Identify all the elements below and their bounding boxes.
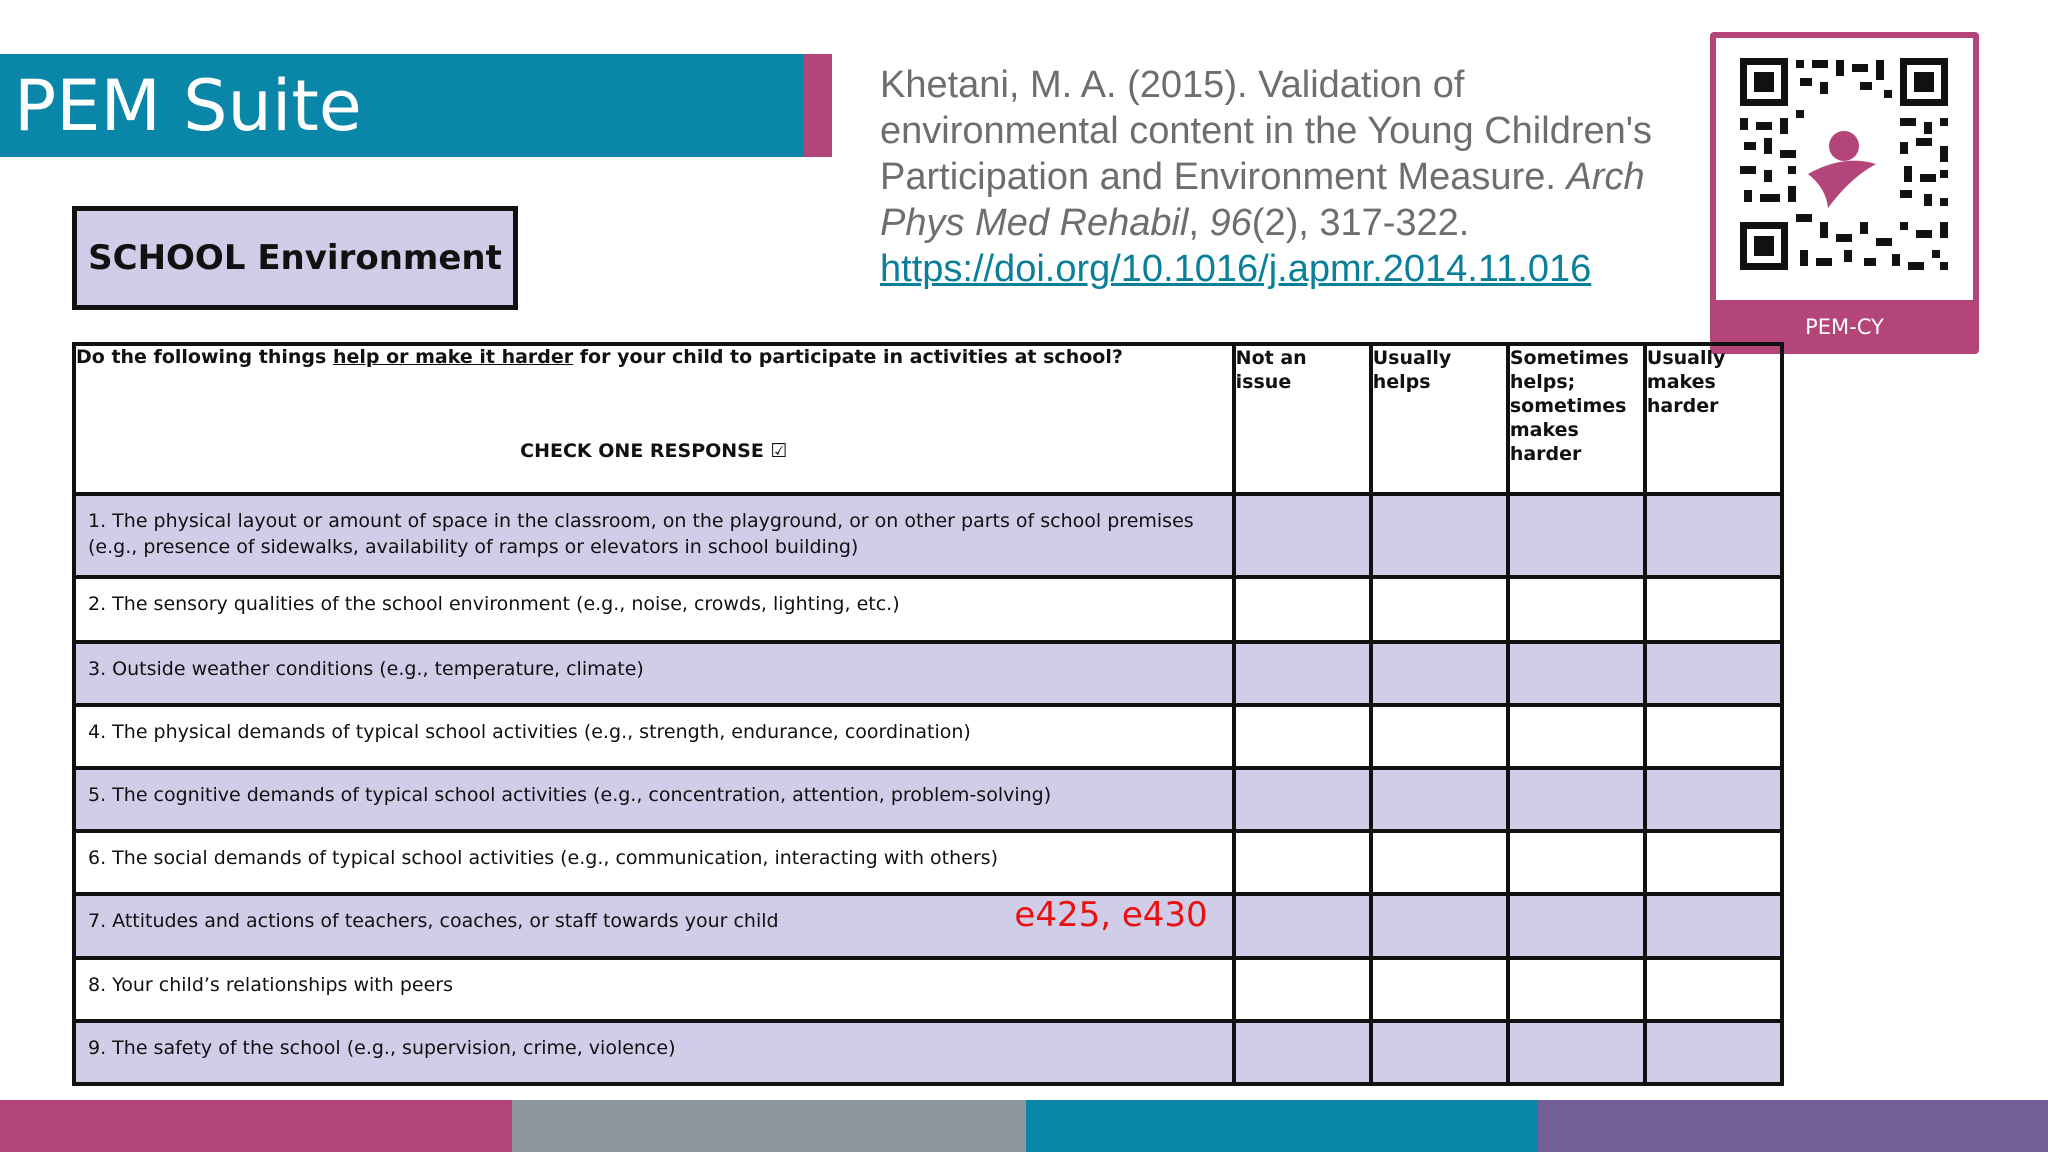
citation-comma: , xyxy=(1188,202,1210,244)
item-text: 7. Attitudes and actions of teachers, coaches, or staff towards your child xyxy=(88,910,779,933)
column-header-sometimes: Sometimes helps; sometimes makes harder xyxy=(1508,344,1645,494)
section-label-box xyxy=(72,206,518,310)
response-cell[interactable] xyxy=(1234,642,1371,705)
column-header-usually-helps: Usually helps xyxy=(1371,344,1508,494)
table-row xyxy=(74,958,1782,1021)
column-header-not-an-issue: Not an issue xyxy=(1234,344,1371,494)
response-cell[interactable] xyxy=(1371,831,1508,894)
response-cell[interactable] xyxy=(1371,705,1508,768)
response-cell[interactable] xyxy=(1645,958,1782,1021)
table-row xyxy=(74,831,1782,894)
doi-link[interactable]: https://doi.org/10.1016/j.apmr.2014.11.016 xyxy=(880,248,1592,290)
table-header-row xyxy=(74,344,1782,494)
item-text: 5. The cognitive demands of typical school activities (e.g., concentration, attention, problem-solving) xyxy=(74,768,1234,831)
column-header-usually-harder: Usually makes harder xyxy=(1645,344,1782,494)
response-cell[interactable] xyxy=(1645,642,1782,705)
page-title: PEM Suite xyxy=(14,65,362,147)
response-cell[interactable] xyxy=(1234,894,1371,957)
qr-label: PEM-CY xyxy=(1805,315,1884,339)
citation-journal: Arch Phys Med Rehabil xyxy=(880,156,1645,244)
section-label: SCHOOL Environment xyxy=(88,238,502,278)
response-cell[interactable] xyxy=(1508,768,1645,831)
item-text: 1. The physical layout or amount of space in the classroom, on the playground, or on other parts of school premises (e.g., presence of sidewalks, availability of ramps or elevators in school building) xyxy=(74,494,1234,576)
item-text: 2. The sensory qualities of the school environment (e.g., noise, crowds, lighting, etc.) xyxy=(74,577,1234,642)
response-cell[interactable] xyxy=(1508,894,1645,957)
item-text: 8. Your child’s relationships with peers xyxy=(74,958,1234,1021)
response-cell[interactable] xyxy=(1234,958,1371,1021)
response-cell[interactable] xyxy=(1234,831,1371,894)
footer-stripe-gray xyxy=(512,1100,1026,1152)
response-cell[interactable] xyxy=(1371,894,1508,957)
response-cell[interactable] xyxy=(1234,494,1371,576)
item-cell xyxy=(74,894,1234,957)
response-cell[interactable] xyxy=(1508,1021,1645,1084)
footer-stripe-teal xyxy=(1026,1100,1538,1152)
response-cell[interactable] xyxy=(1371,1021,1508,1084)
response-cell[interactable] xyxy=(1645,894,1782,957)
table-row xyxy=(74,577,1782,642)
response-cell[interactable] xyxy=(1371,577,1508,642)
response-cell[interactable] xyxy=(1645,1021,1782,1084)
question-header xyxy=(74,344,1234,494)
response-cell[interactable] xyxy=(1234,577,1371,642)
citation-volume: 96 xyxy=(1209,202,1252,244)
response-cell[interactable] xyxy=(1371,642,1508,705)
response-cell[interactable] xyxy=(1371,768,1508,831)
response-cell[interactable] xyxy=(1371,494,1508,576)
response-cell[interactable] xyxy=(1371,958,1508,1021)
response-cell[interactable] xyxy=(1234,705,1371,768)
question-underlined: help or make it harder xyxy=(332,346,574,368)
qr-card[interactable] xyxy=(1710,32,1979,354)
icf-code-annotation: e425, e430 xyxy=(1014,895,1208,936)
response-cell[interactable] xyxy=(1645,831,1782,894)
item-text: 9. The safety of the school (e.g., supervision, crime, violence) xyxy=(74,1021,1234,1084)
response-cell[interactable] xyxy=(1234,1021,1371,1084)
citation-pages: (2), 317-322. xyxy=(1251,202,1470,244)
question-text-end: for your child to participate in activities at school? xyxy=(573,346,1123,368)
footer-stripe-magenta xyxy=(0,1100,512,1152)
response-cell[interactable] xyxy=(1645,768,1782,831)
table-row xyxy=(74,642,1782,705)
item-text: 3. Outside weather conditions (e.g., temperature, climate) xyxy=(74,642,1234,705)
response-cell[interactable] xyxy=(1645,577,1782,642)
response-cell[interactable] xyxy=(1508,831,1645,894)
footer-stripe-purple xyxy=(1538,1100,2048,1152)
response-cell[interactable] xyxy=(1508,705,1645,768)
response-cell[interactable] xyxy=(1508,642,1645,705)
table-row xyxy=(74,1021,1782,1084)
check-instruction: CHECK ONE RESPONSE ☑ xyxy=(520,440,788,463)
qr-code-icon xyxy=(1716,38,1973,300)
question-text: Do the following things xyxy=(76,346,333,368)
table-row xyxy=(74,894,1782,957)
table-row xyxy=(74,705,1782,768)
response-cell[interactable] xyxy=(1508,958,1645,1021)
table-row xyxy=(74,768,1782,831)
table-row xyxy=(74,494,1782,576)
citation-text: Khetani, M. A. (2015). Validation of environmental content in the Young Children's Participation and Environment Measure. xyxy=(880,64,1653,198)
citation xyxy=(880,62,1660,292)
response-cell[interactable] xyxy=(1508,577,1645,642)
response-cell[interactable] xyxy=(1645,494,1782,576)
qr-code-area xyxy=(1716,38,1973,300)
response-cell[interactable] xyxy=(1645,705,1782,768)
item-text: 6. The social demands of typical school activities (e.g., communication, interacting with others) xyxy=(74,831,1234,894)
item-text: 4. The physical demands of typical school activities (e.g., strength, endurance, coordination) xyxy=(74,705,1234,768)
response-cell[interactable] xyxy=(1508,494,1645,576)
response-cell[interactable] xyxy=(1234,768,1371,831)
environment-form-table xyxy=(72,342,1784,1086)
title-accent-bar xyxy=(804,54,832,157)
